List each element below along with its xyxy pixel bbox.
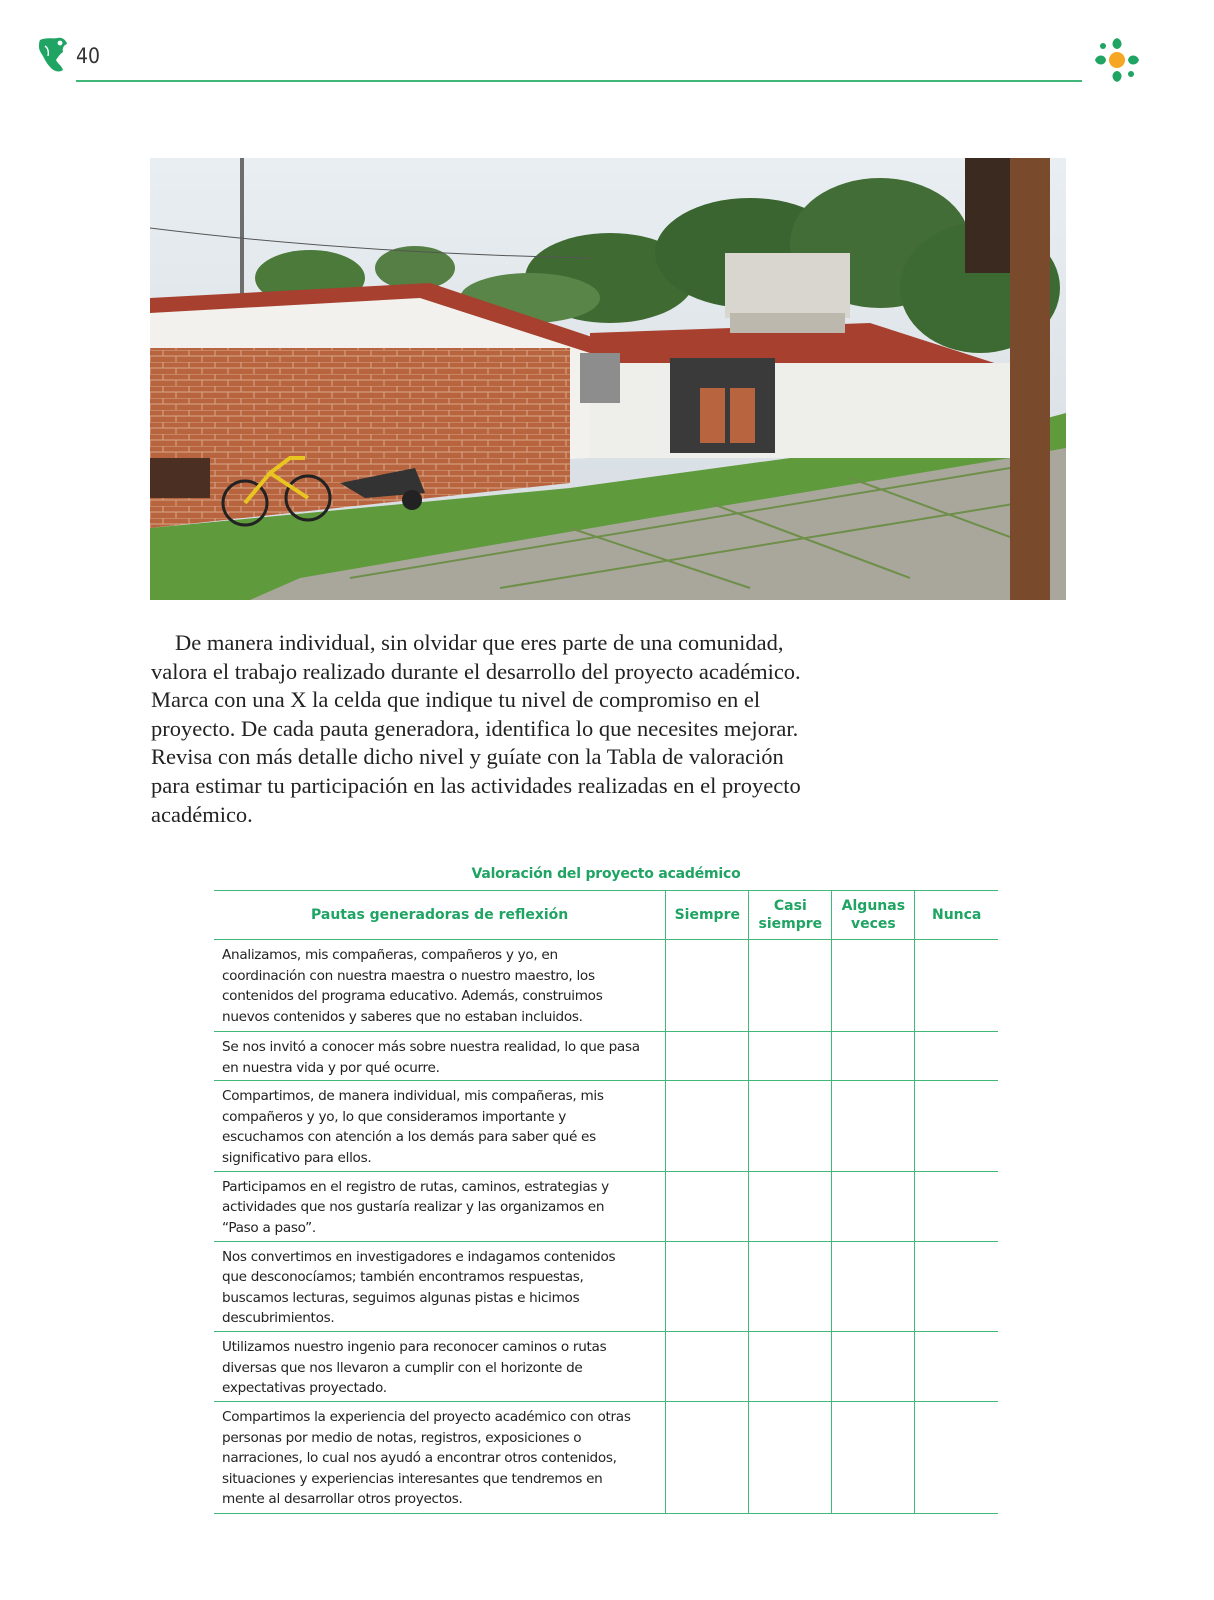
cell-nunca[interactable] [915, 1241, 998, 1331]
instructions-text: De manera individual, sin olvidar que eres parte de una comunidad, valora el trabajo realizado durante el desarrollo del proyecto académico. Marca con una X la celda que indique tu nivel de compromiso en el proyecto. De cada pauta generadora, identifica lo que necesites mejorar. Revisa con más detalle dicho nivel y guíate con la Tabla de valoración para estimar tu participación en las actividades realizadas en el proyecto académico. [151, 630, 801, 827]
header-siempre: Siempre [666, 891, 749, 940]
row-statement: Compartimos, de manera individual, mis compañeras, mis compañeros y yo, lo que consideramos importante y escuchamos con atención a los demás para saber qué es significativo para ellos. [214, 1081, 666, 1171]
table-row [214, 1032, 998, 1081]
row-statement: Compartimos la experiencia del proyecto académico con otras personas por medio de notas, registros, exposiciones o narraciones, lo cual nos ayudó a encontrar otros contenidos, situaciones y experiencias interesantes que tendremos en mente al desarrollar otros proyectos. [214, 1401, 666, 1513]
header-nunca: Nunca [915, 891, 998, 940]
row-statement: Nos convertimos en investigadores e indagamos contenidos que desconocíamos; también encontramos respuestas, buscamos lecturas, seguimos algunas pistas e hicimos descubrimientos. [214, 1241, 666, 1331]
table-row [214, 1171, 998, 1241]
header-rule [76, 80, 1082, 82]
mexico-map-icon [36, 36, 70, 76]
table-row [214, 1241, 998, 1331]
cell-casi-siempre[interactable] [749, 1171, 832, 1241]
header-algunas-veces: Algunas veces [832, 891, 915, 940]
cell-algunas-veces[interactable] [832, 1241, 915, 1331]
cell-casi-siempre[interactable] [749, 1401, 832, 1513]
header-pautas: Pautas generadoras de reflexión [214, 891, 666, 940]
row-statement: Participamos en el registro de rutas, caminos, estrategias y actividades que nos gustaría realizar y las organizamos en “Paso a paso”. [214, 1171, 666, 1241]
table-row [214, 1401, 998, 1513]
cell-nunca[interactable] [915, 1331, 998, 1401]
cell-siempre[interactable] [666, 1401, 749, 1513]
row-statement: Analizamos, mis compañeras, compañeros y yo, en coordinación con nuestra maestra o nuestro maestro, los contenidos del programa educativo. Además, construimos nuevos contenidos y saberes que no estaban incluidos. [214, 940, 666, 1032]
cell-siempre[interactable] [666, 1032, 749, 1081]
school-building-photo [150, 158, 1066, 600]
cell-nunca[interactable] [915, 1401, 998, 1513]
page-number: 40 [76, 44, 101, 68]
cell-algunas-veces[interactable] [832, 1081, 915, 1171]
cell-nunca[interactable] [915, 940, 998, 1032]
cell-casi-siempre[interactable] [749, 1032, 832, 1081]
cell-casi-siempre[interactable] [749, 1081, 832, 1171]
cell-algunas-veces[interactable] [832, 1331, 915, 1401]
row-statement: Utilizamos nuestro ingenio para reconocer caminos o rutas diversas que nos llevaron a cumplir con el horizonte de expectativas proyectado. [214, 1331, 666, 1401]
cell-siempre[interactable] [666, 940, 749, 1032]
flower-logo-icon [1089, 34, 1145, 86]
table-row [214, 1331, 998, 1401]
cell-casi-siempre[interactable] [749, 1241, 832, 1331]
cell-nunca[interactable] [915, 1171, 998, 1241]
cell-siempre[interactable] [666, 1241, 749, 1331]
cell-casi-siempre[interactable] [749, 940, 832, 1032]
table-row [214, 940, 998, 1032]
table-title: Valoración del proyecto académico [471, 866, 741, 882]
instructions-paragraph [151, 629, 811, 829]
cell-algunas-veces[interactable] [832, 940, 915, 1032]
cell-siempre[interactable] [666, 1171, 749, 1241]
assessment-table [214, 890, 998, 1514]
table-row [214, 1081, 998, 1171]
table-header-row [214, 891, 998, 940]
page-header [0, 0, 1214, 90]
cell-algunas-veces[interactable] [832, 1171, 915, 1241]
cell-nunca[interactable] [915, 1081, 998, 1171]
cell-nunca[interactable] [915, 1032, 998, 1081]
cell-siempre[interactable] [666, 1081, 749, 1171]
cell-siempre[interactable] [666, 1331, 749, 1401]
cell-algunas-veces[interactable] [832, 1401, 915, 1513]
cell-casi-siempre[interactable] [749, 1331, 832, 1401]
cell-algunas-veces[interactable] [832, 1032, 915, 1081]
row-statement: Se nos invitó a conocer más sobre nuestra realidad, lo que pasa en nuestra vida y por qué ocurre. [214, 1032, 666, 1081]
header-casi-siempre: Casi siempre [749, 891, 832, 940]
